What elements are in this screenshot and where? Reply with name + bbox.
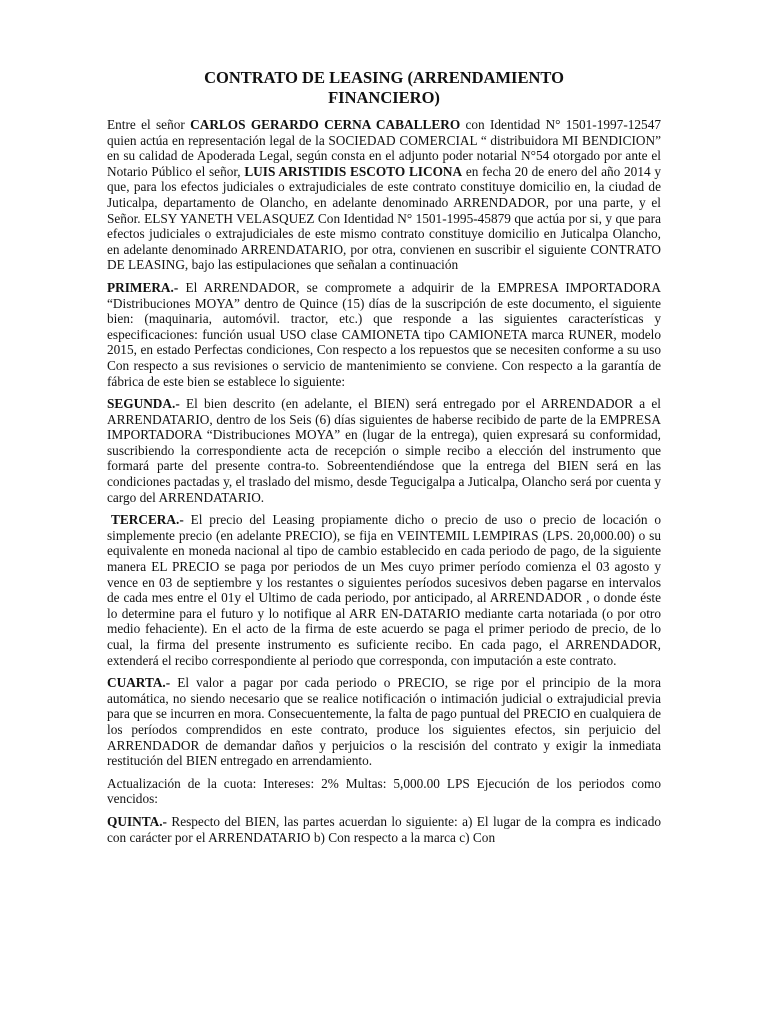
clause-text-cuarta: El valor a pagar por cada periodo o PRECIO, se rige por el principio de la mora automática, no siendo necesario que se realice notificación o intimación judicial o extrajudicial previa para que se incurren en mora. Consecuentemente, la falta de pago puntual del PRECIO en cualquiera de los períodos comprendidos en este contrato, produce los siguientes efectos, sin perjuicio del ARRENDADOR de demandar daños y perjuicios o la rescisión del contrato y exigir la inmediata restitución del BIEN entregado en arrendamiento. [107, 675, 661, 769]
clause-quinta [107, 814, 661, 845]
clause-text-segunda: El bien descrito (en adelante, el BIEN) será entregado por el ARRENDADOR a el ARRENDATARIO, dentro de los Seis (6) días siguientes de haberse recibido de parte de la EMPRESA IMPORTADORA “Distribuciones MOYA” en (lugar de la entrega), quien expresará su conformidad, suscribiendo la correspondiente acta de recepción o simple recibo a elección del instrumento que formará parte del presente contra-to. Sobreentendiéndose que la entrega del BIEN será en las condiciones pactadas y, el traslado del mismo, desde Tegucigalpa a Juticalpa, Olancho será por cuenta y cargo del ARRENDATARIO. [107, 396, 661, 505]
clause-heading-primera: PRIMERA.- [107, 279, 179, 295]
clause-heading-tercera: TERCERA.- [111, 512, 184, 528]
clause-text-primera: El ARRENDADOR, se compromete a adquirir de la EMPRESA IMPORTADORA “Distribuciones MOYA” dentro de Quince (15) días de la suscripción de este documento, el siguiente bien: (maquinaria, automóvil. tractor, etc.) que responde a las siguientes características y especificaciones: función usual USO clase CAMIONETA tipo CAMIONETA marca RUNER, modelo 2015, en estado Perfectas condiciones, Con respecto a los repuestos que se necesiten conforme a su uso Con respecto a sus revisiones o servicio de mantenimiento se conviene. Con respecto a la garantía de fábrica de este bien se establece lo siguiente: [107, 279, 661, 389]
document-title: CONTRATO DE LEASING (ARRENDAMIENTO FINANCIERO) [204, 68, 564, 107]
arrendador-rep-name: CARLOS GERARDO CERNA CABALLERO [190, 117, 461, 132]
actualizacion-paragraph: Actualización de la cuota: Intereses: 2% Multas: 5,000.00 LPS Ejecución de los periodos como vencidos: [107, 775, 661, 807]
clause-text-tercera: El precio del Leasing propiamente dicho o precio de uso o precio de locación o simplemente precio (en adelante PRECIO), se fija en VEINTEMIL LEMPIRAS (LPS. 20,000.00) o su equivalente en moneda nacional al tipo de cambio establecido en cada periodo de pago, de la siguiente manera EL PRECIO se paga por periodos de un Mes cuyo primer período comienza el 03 agosto y vence en 03 de septiembre y los restantes o siguientes períodos sucesivos deben pagarse en intervalos de cada mes entre el 01y el Ultimo de cada periodo, por anticipado, al ARRENDADOR , o donde éste lo determine para el futuro y lo notifique al ARR EN-DATARIO mediante carta notariada (o por otro medio fehaciente). En el acto de la firma de este acuerdo se paga el primer periodo de precio, de lo cual, la firma del presente instrumento es suficiente recibo. En cada pago, el ARRENDADOR, extenderá el recibo correspondiente al periodo que corresponda, con imputación a este contrato. [107, 512, 661, 668]
clause-heading-segunda: SEGUNDA.- [107, 396, 180, 412]
intro-text-3: en fecha 20 de enero del año 2014 y que, para los efectos judiciales o extrajudiciales de este contrato constituye domicilio en, la ciudad de Juticalpa, departamento de Olancho, en adelante denominado ARRENDADOR, por una parte, y el Señor. ELSY YANETH VELASQUEZ Con Identidad N° 1501-1995-45879 que actúa por si, y que para efectos judiciales o extrajudiciales de este mismo contrato constituye domicilio en Juticalpa Olancho, en adelante denominado ARRENDATARIO, por otra, convienen en suscribir el siguiente CONTRATO DE LEASING, bajo las estipulaciones que señalan a continuación [107, 163, 661, 273]
notary-name: LUIS ARISTIDIS ESCOTO LICONA [244, 163, 463, 179]
clause-primera [107, 280, 661, 389]
contract-document [107, 68, 661, 852]
clause-tercera [107, 512, 661, 668]
intro-text-2: con Identidad N° 1501-1997-12547 quien actúa en representación legal de la SOCIEDAD COMERCIAL “ distribuidora MI BENDICION” en su calidad de Apoderada Legal, según consta en el adjunto poder notarial N°54 otorgado por ante el Notario Público el señor, [107, 117, 661, 179]
clause-heading-cuarta: CUARTA.- [107, 675, 171, 691]
clause-segunda [107, 396, 661, 505]
clause-cuarta [107, 675, 661, 769]
clause-heading-quinta: QUINTA.- [107, 813, 167, 829]
intro-text-1: Entre el señor [107, 117, 191, 132]
clause-text-quinta: Respecto del BIEN, las partes acuerdan lo siguiente: a) El lugar de la compra es indicado con carácter por el ARRENDATARIO b) Con respecto a la marca c) Con [107, 813, 661, 845]
intro-paragraph [107, 117, 661, 273]
